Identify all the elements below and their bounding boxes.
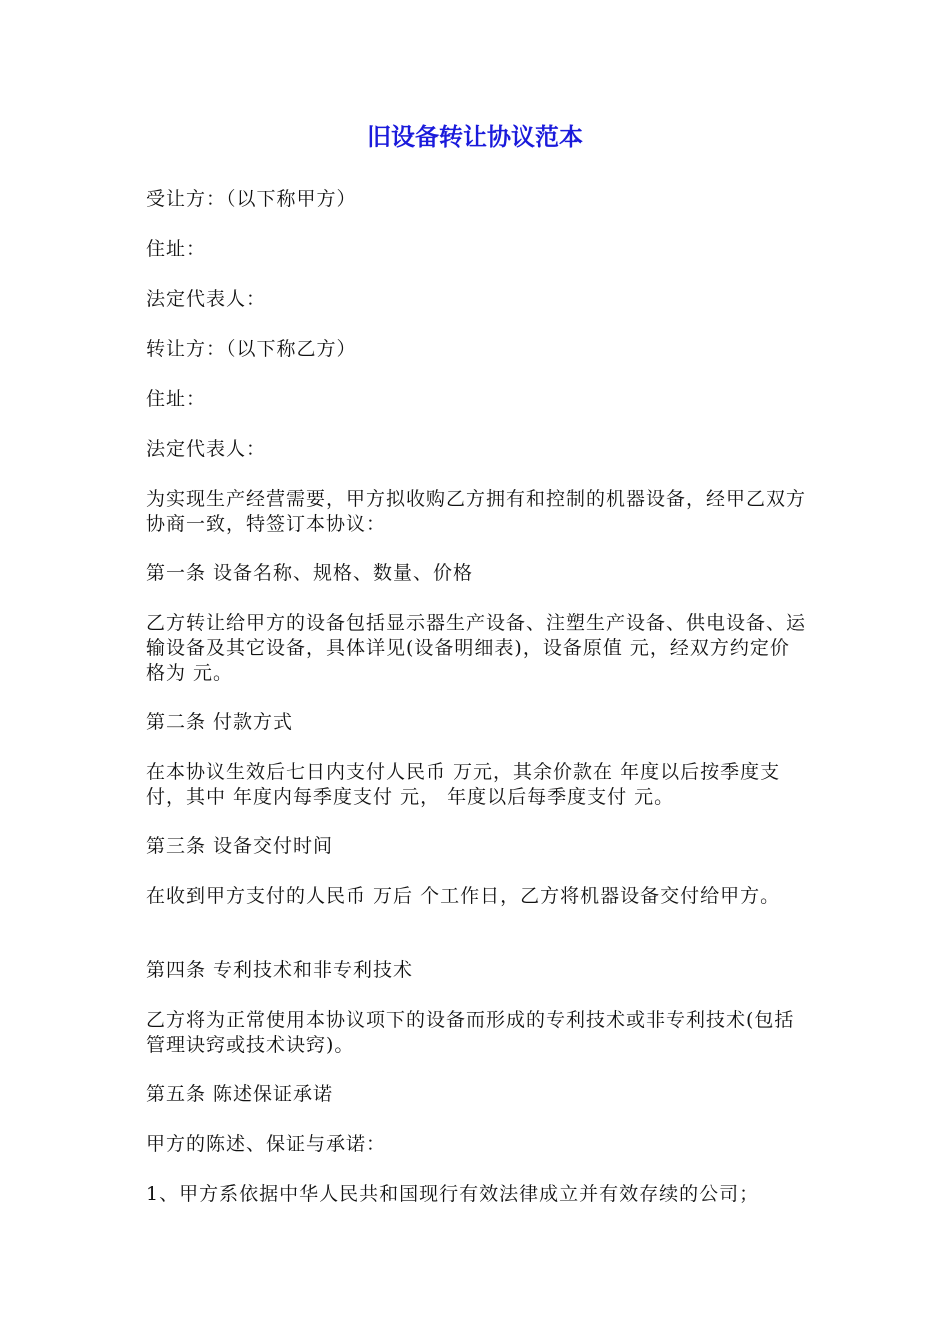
- article-1-heading: 第一条 设备名称、规格、数量、价格: [146, 562, 474, 584]
- article-3-body: 在收到甲方支付的人民币 万后 个工作日，乙方将机器设备交付给甲方。: [146, 885, 781, 907]
- transferee-representative-line: 法定代表人：: [146, 288, 267, 310]
- transferee-line: 受让方：（以下称甲方）: [146, 188, 357, 210]
- article-4-body: 乙方将为正常使用本协议项下的设备而形成的专利技术或非专利技术(包括管理诀窍或技术诀窍)。: [146, 1009, 795, 1056]
- article-2-body: 在本协议生效后七日内支付人民币 万元，其余价款在 年度以后按季度支付，其中 年度内每季度支付 元， 年度以后每季度支付 元。: [146, 761, 781, 808]
- article-3-heading: 第三条 设备交付时间: [146, 835, 334, 857]
- document-title: 旧设备转让协议范本: [367, 123, 583, 151]
- article-4-heading: 第四条 专利技术和非专利技术: [146, 959, 414, 981]
- article-1-body: 乙方转让给甲方的设备包括显示器生产设备、注塑生产设备、供电设备、运输设备及其它设备，具体详见(设备明细表)，设备原值 元，经双方约定价格为 元。: [146, 612, 807, 684]
- transferor-address-line: 住址：: [146, 388, 207, 410]
- article-2-heading: 第二条 付款方式: [146, 711, 294, 733]
- preamble-paragraph: 为实现生产经营需要，甲方拟收购乙方拥有和控制的机器设备，经甲乙双方协商一致，特签订本协议：: [146, 488, 807, 535]
- party-a-clause-1: 1、甲方系依据中华人民共和国现行有效法律成立并有效存续的公司；: [146, 1183, 760, 1205]
- transferor-representative-line: 法定代表人：: [146, 438, 267, 460]
- transferor-line: 转让方：（以下称乙方）: [146, 338, 357, 360]
- party-a-representations-heading: 甲方的陈述、保证与承诺：: [146, 1133, 387, 1155]
- article-5-heading: 第五条 陈述保证承诺: [146, 1083, 334, 1105]
- transferee-address-line: 住址：: [146, 238, 207, 260]
